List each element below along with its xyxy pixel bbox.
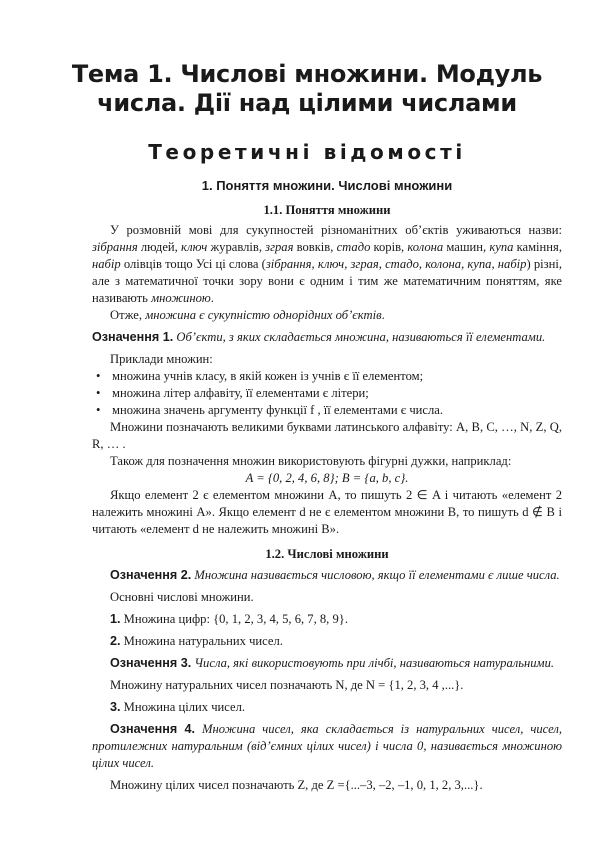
theory-title: Теоретичні відомості <box>148 140 466 164</box>
definition-1: Означення 1. Об’єкти, з яких складається множина, називаються її елементами. <box>92 330 546 344</box>
section-heading: 1. Поняття множини. Числові множини <box>201 178 453 193</box>
examples-list <box>92 368 562 419</box>
paragraph-membership: Якщо елемент 2 є елементом множини A, то пишуть 2 ∈ A і читають «елемент 2 належить множині A». Якщо елемент d не є елементом множини B, то пишуть d ∉ B і читають «елемент d не належить множині B». <box>92 488 562 536</box>
examples-intro: Приклади множин: <box>110 352 213 366</box>
definition-3: Означення 3. Числа, які використовують при лічбі, називаються натуральними. <box>110 656 555 670</box>
item-digits: 1. Множина цифр: {0, 1, 2, 3, 4, 5, 6, 7, 8, 9}. <box>110 612 348 626</box>
topic-title <box>40 60 574 118</box>
natural-numbers-line: Множину натуральних чисел позначають N, де N = {1, 2, 3, 4 ,...}. <box>110 678 464 692</box>
item-natural: 2. Множина натуральних чисел. <box>110 634 283 648</box>
formula-sets: A = {0, 2, 4, 6, 8}; B = {a, b, c}. <box>245 471 409 485</box>
subsection-heading-2: 1.2. Числові множини <box>265 547 389 561</box>
definition-4: Означення 4. Множина чисел, яка складається із натуральних чисел, чисел, протилежних натуральним (від’ємних цілих чисел) і числа 0, називається множиною цілих чисел. <box>92 722 563 770</box>
item-integers: 3. Множина цілих чисел. <box>110 700 246 714</box>
paragraph-set-definition: Отже, множина є сукупністю однорідних об’єктів. <box>110 308 385 322</box>
definition-2: Означення 2. Множина називається числовою, якщо її елементами є лише числа. <box>110 568 560 582</box>
list-item: • множина учнів класу, в якій кожен із учнів є її елементом; <box>92 368 562 385</box>
integers-line: Множину цілих чисел позначають Z, де Z ={...–3, –2, –1, 0, 1, 2, 3,...}. <box>110 778 483 792</box>
topic-title-line-2: числа. Дії над цілими числами <box>97 89 517 117</box>
paragraph-braces: Також для позначення множин використовують фігурні дужки, наприклад: <box>110 454 512 468</box>
paragraph-notation: Множини позначають великими буквами латинського алфавіту: A, B, C, …, N, Z, Q, R, … . <box>92 420 562 451</box>
list-item: • множина значень аргументу функції f , її елементами є числа. <box>92 402 562 419</box>
list-item: • множина літер алфавіту, її елементами є літери; <box>92 385 562 402</box>
subsection-heading-1: 1.1. Поняття множини <box>263 203 391 217</box>
paragraph-sets-intro: У розмовній мові для сукупностей різноманітних об’єктів уживаються назви: зібрання людей, ключ журавлів, зграя вовків, стадо корів, колона машин, купа каміння, набір олівців тощо Усі ці слова (зібрання, ключ, зграя, стадо, колона, купа, набір) різні, але з математичної точки зору вони є одним і тим же математичним поняттям, яке називають множиною. <box>92 223 563 305</box>
body-text <box>92 178 562 794</box>
topic-title-line-1: Тема 1. Числові множини. Модуль <box>71 60 543 88</box>
basic-sets-heading: Основні числові множини. <box>110 590 254 604</box>
